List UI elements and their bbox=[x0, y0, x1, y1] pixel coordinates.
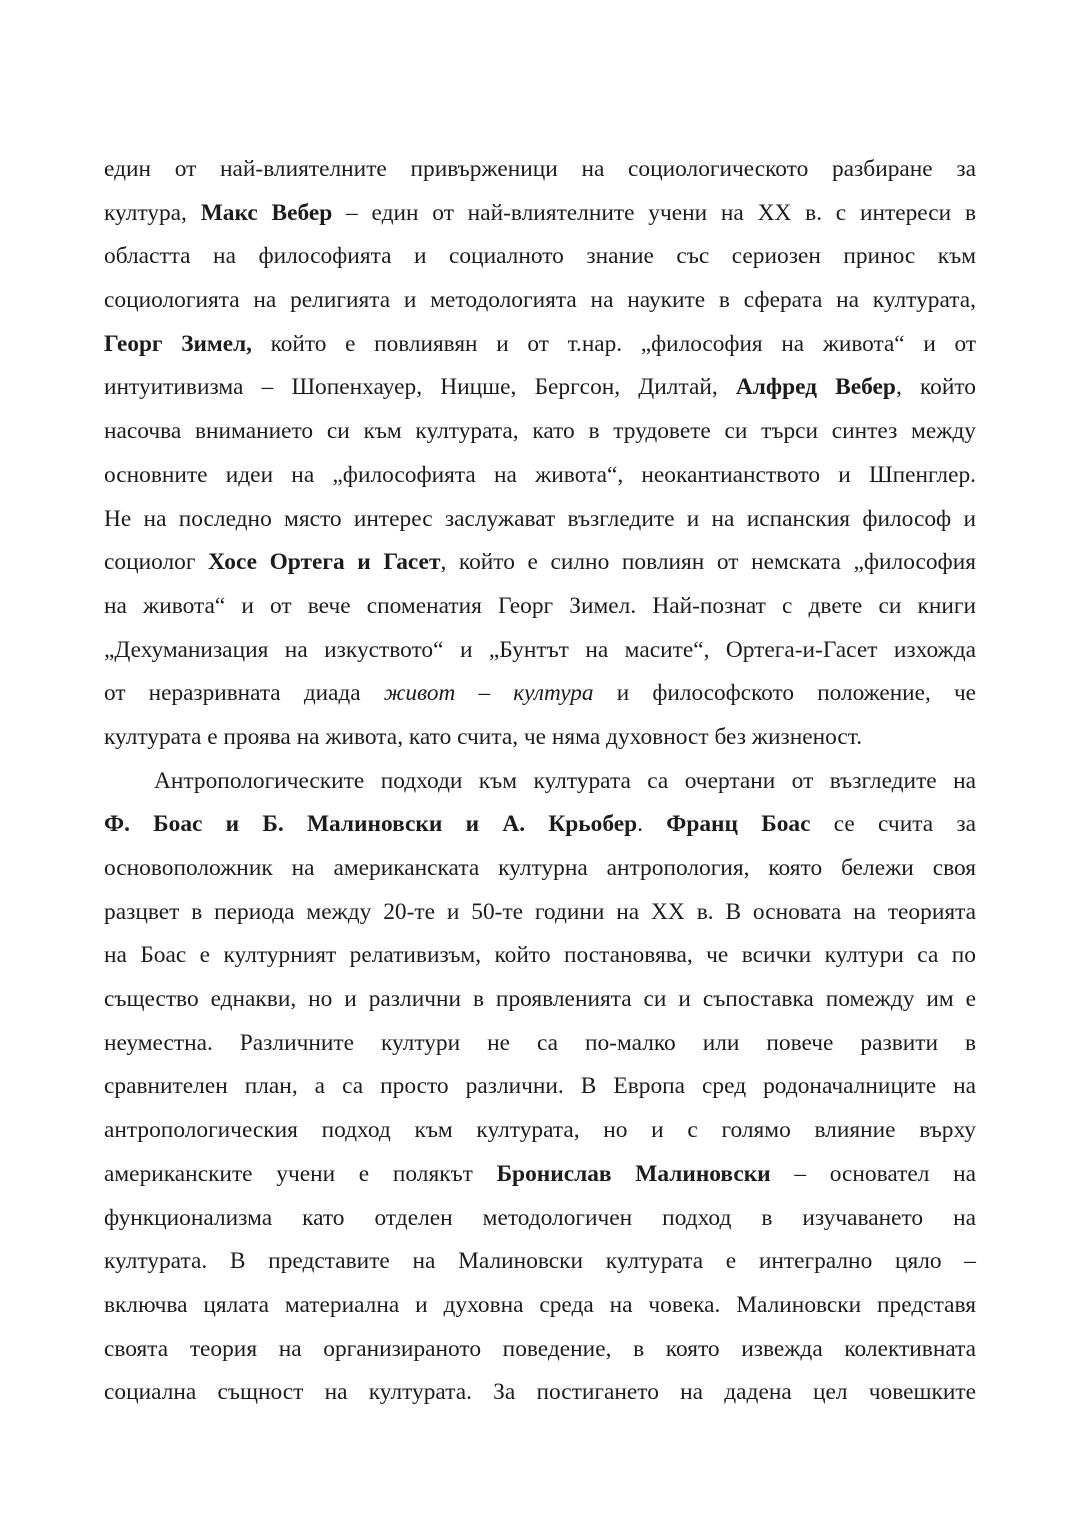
text-line bbox=[104, 672, 976, 716]
text-line bbox=[104, 323, 976, 367]
text-line bbox=[104, 498, 976, 542]
text-segment: културата. В представите на Малиновски културата е интегрално цяло – bbox=[104, 1248, 976, 1275]
text-line bbox=[104, 716, 976, 760]
text-segment: култура, bbox=[104, 199, 201, 226]
bold-term: Ф. Боас и Б. Малиновски и А. Крьобер bbox=[104, 811, 638, 838]
paragraph bbox=[104, 760, 976, 1415]
text-segment: социологията на религията и методологията на науките в сферата на културата, bbox=[104, 287, 976, 314]
text-line bbox=[104, 760, 976, 804]
bold-term: Алфред Вебер bbox=[735, 374, 896, 401]
text-segment: антропологическия подход към културата, но и с голямо влияние върху bbox=[104, 1117, 976, 1144]
text-segment: включва цялата материална и духовна среда на човека. Малиновски представя bbox=[104, 1291, 976, 1318]
text-line bbox=[104, 192, 976, 236]
text-line bbox=[104, 585, 976, 629]
text-segment: своята теория на организираното поведение, в която извежда колективната bbox=[104, 1335, 976, 1362]
bold-term: Хосе Ортега и Гасет bbox=[208, 549, 441, 576]
text-line bbox=[104, 1065, 976, 1109]
text-segment: културата е проява на живота, като счита, че няма духовност без жизненост. bbox=[104, 723, 863, 750]
text-segment: от неразривната диада bbox=[104, 680, 384, 707]
text-segment: сравнителен план, а са просто различни. В Европа сред родоначалниците на bbox=[104, 1073, 976, 1100]
bold-term: Франц Боас bbox=[666, 811, 811, 838]
text-segment: и философското положение, че bbox=[593, 680, 976, 707]
text-line bbox=[104, 454, 976, 498]
text-line bbox=[104, 1284, 976, 1328]
text-segment: интуитивизма – Шопенхауер, Ницше, Бергсон, Дилтай, bbox=[104, 374, 736, 401]
bold-term: Георг Зимел, bbox=[104, 330, 252, 357]
text-segment: „Дехуманизация на изкуството“ и „Бунтът на масите“, Ортега-и-Гасет изхожда bbox=[104, 636, 976, 663]
italic-term: живот – култура bbox=[383, 680, 594, 707]
text-segment: социолог bbox=[104, 549, 209, 576]
text-line bbox=[104, 148, 976, 192]
text-segment: неуместна. Различните култури не са по-малко или повече развити в bbox=[104, 1029, 976, 1056]
bold-term: Бронислав Малиновски bbox=[496, 1160, 771, 1187]
text-segment: Антропологическите подходи към културата са очертани от възгледите на bbox=[154, 767, 976, 794]
text-line bbox=[104, 279, 976, 323]
document-body bbox=[104, 148, 976, 1415]
text-segment: , който е силно повлиян от немската „философия bbox=[440, 549, 976, 576]
text-line bbox=[104, 1022, 976, 1066]
text-line bbox=[104, 1328, 976, 1372]
text-segment: функционализма като отделен методологичен подход в изучаването на bbox=[104, 1204, 976, 1231]
text-line bbox=[104, 1153, 976, 1197]
text-line bbox=[104, 629, 976, 673]
bold-term: Макс Вебер bbox=[200, 199, 333, 226]
text-line bbox=[104, 847, 976, 891]
text-segment: се счита за bbox=[810, 811, 976, 838]
text-segment: областта на философията и социалното знание със сериозен принос към bbox=[104, 243, 976, 270]
text-line bbox=[104, 235, 976, 279]
text-line bbox=[104, 934, 976, 978]
text-segment: социална същност на културата. За постигането на дадена цел човешките bbox=[104, 1379, 976, 1406]
text-line bbox=[104, 541, 976, 585]
text-segment: . bbox=[637, 811, 667, 838]
text-line bbox=[104, 366, 976, 410]
text-segment: един от най-влиятелните привърженици на социологическото разбиране за bbox=[104, 156, 976, 182]
text-segment: насочва вниманието си към културата, като в трудовете си търси синтез между bbox=[104, 418, 976, 445]
text-line bbox=[104, 978, 976, 1022]
text-segment: същество еднакви, но и различни в проявленията си и съпоставка помежду им е bbox=[104, 986, 976, 1013]
text-segment: американските учени е полякът bbox=[104, 1160, 497, 1187]
text-line bbox=[104, 1371, 976, 1415]
text-segment: , който bbox=[895, 374, 976, 401]
text-line bbox=[104, 891, 976, 935]
text-line bbox=[104, 1197, 976, 1241]
text-segment: на Боас е културният релативизъм, който постановява, че всички култури са по bbox=[104, 942, 976, 969]
text-segment: основните идеи на „философията на живота“, неокантианството и Шпенглер. bbox=[104, 461, 976, 488]
text-segment: Не на последно място интерес заслужават възгледите и на испанския философ и bbox=[104, 505, 976, 532]
text-segment: – един от най-влиятелните учени на ХХ в. с интереси в bbox=[332, 199, 976, 226]
text-segment: – основател на bbox=[770, 1160, 976, 1187]
text-line bbox=[104, 1240, 976, 1284]
text-line bbox=[104, 410, 976, 454]
text-segment: разцвет в периода между 20-те и 50-те години на ХХ в. В основата на теорията bbox=[104, 898, 976, 925]
text-segment: който е повлиявян и от т.нар. „философия на живота“ и от bbox=[251, 330, 976, 357]
text-segment: основоположник на американската културна антропология, която бележи своя bbox=[104, 855, 976, 881]
text-segment: на живота“ и от вече споменатия Георг Зимел. Най-познат с двете си книги bbox=[104, 592, 976, 619]
text-line bbox=[104, 1109, 976, 1153]
text-line bbox=[104, 803, 976, 847]
paragraph bbox=[104, 148, 976, 760]
